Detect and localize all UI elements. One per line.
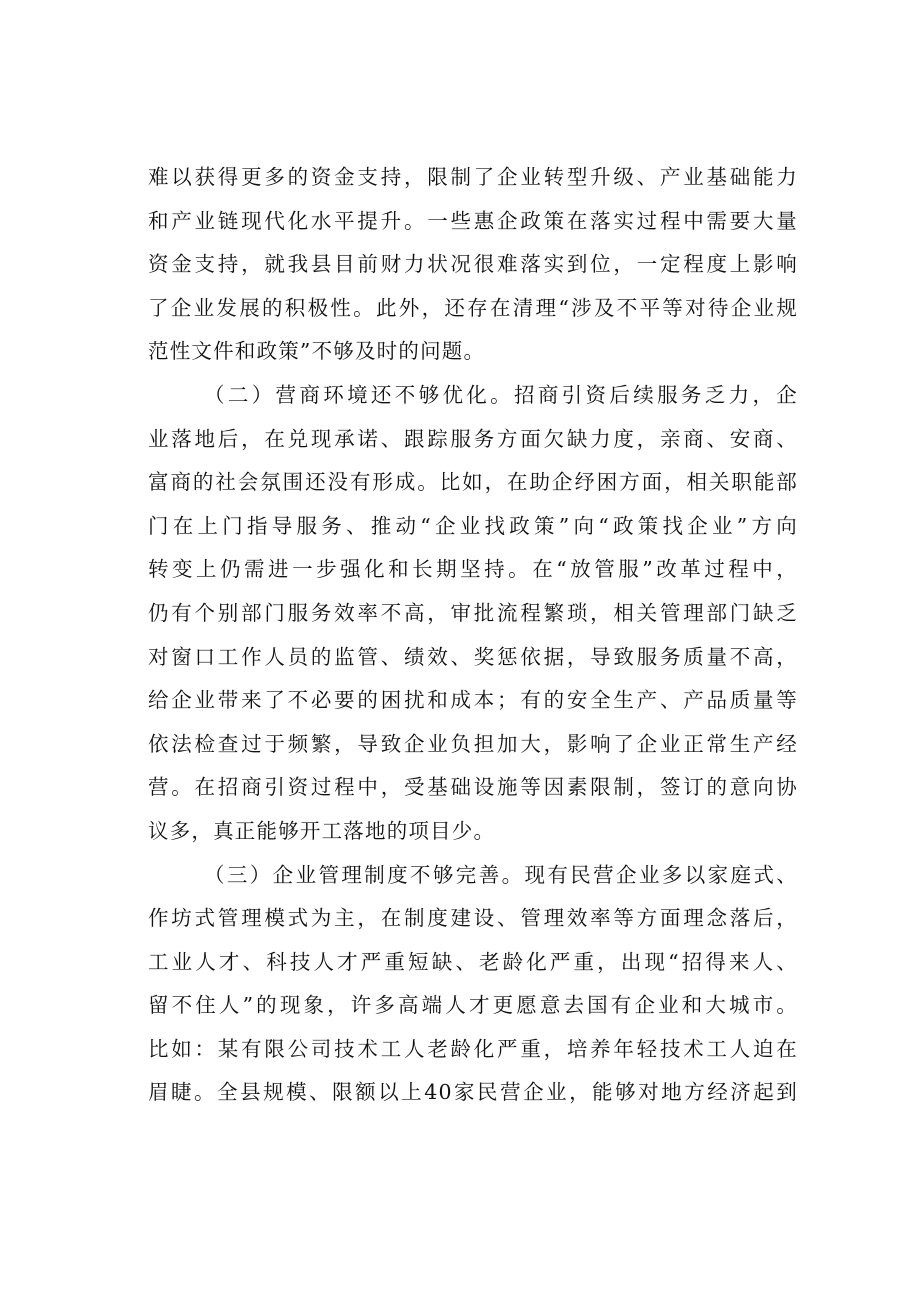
paragraph-3 <box>148 854 798 1116</box>
document-body <box>148 156 798 1115</box>
paragraph-1 <box>148 156 798 374</box>
text-line: 了企业发展的积极性。此外，还存在清理“涉及不平等对待企业规 <box>148 295 798 320</box>
text-line: 比如：某有限公司技术工人老龄化严重，培养年轻技术工人迫在 <box>148 1036 798 1061</box>
section-heading-line: （三）企业管理制度不够完善。现有民营企业多以家庭式、 <box>204 862 798 887</box>
text-line: 和产业链现代化水平提升。一些惠企政策在落实过程中需要大量 <box>148 208 798 233</box>
text-line: 难以获得更多的资金支持，限制了企业转型升级、产业基础能力 <box>148 165 798 189</box>
text-line: 作坊式管理模式为主，在制度建设、管理效率等方面理念落后， <box>148 906 798 931</box>
text-line: 门在上门指导服务、推动“企业找政策”向“政策找企业”方向 <box>148 513 798 538</box>
text-line: 议多，真正能够开工落地的项目少。 <box>148 818 496 843</box>
section-heading-line: （二）营商环境还不够优化。招商引资后续服务乏力，企 <box>204 382 798 407</box>
text-line: 对窗口工作人员的监管、绩效、奖惩依据，导致服务质量不高， <box>148 644 798 669</box>
text-line: 给企业带来了不必要的困扰和成本；有的安全生产、产品质量等 <box>148 688 798 713</box>
text-line: 转变上仍需进一步强化和长期坚持。在“放管服”改革过程中， <box>148 557 798 582</box>
paragraph-2 <box>148 374 798 854</box>
text-line: 富商的社会氛围还没有形成。比如，在助企纾困方面，相关职能部 <box>148 470 798 495</box>
text-line: 眉睫。全县规模、限额以上40家民营企业，能够对地方经济起到 <box>148 1080 798 1105</box>
text-line: 范性文件和政策”不够及时的问题。 <box>148 339 486 364</box>
text-line: 依法检查过于频繁，导致企业负担加大，影响了企业正常生产经 <box>148 731 798 756</box>
text-line: 资金支持，就我县目前财力状况很难落实到位，一定程度上影响 <box>148 252 798 277</box>
text-line: 仍有个别部门服务效率不高，审批流程繁琐，相关管理部门缺乏 <box>148 600 798 625</box>
text-line: 业落地后，在兑现承诺、跟踪服务方面欠缺力度，亲商、安商、 <box>148 426 798 451</box>
text-line: 工业人才、科技人才严重短缺、老龄化严重，出现“招得来人、 <box>148 949 798 974</box>
text-line: 留不住人”的现象，许多高端人才更愿意去国有企业和大城市。 <box>148 993 798 1018</box>
text-line: 营。在招商引资过程中，受基础设施等因素限制，签订的意向协 <box>148 775 798 800</box>
